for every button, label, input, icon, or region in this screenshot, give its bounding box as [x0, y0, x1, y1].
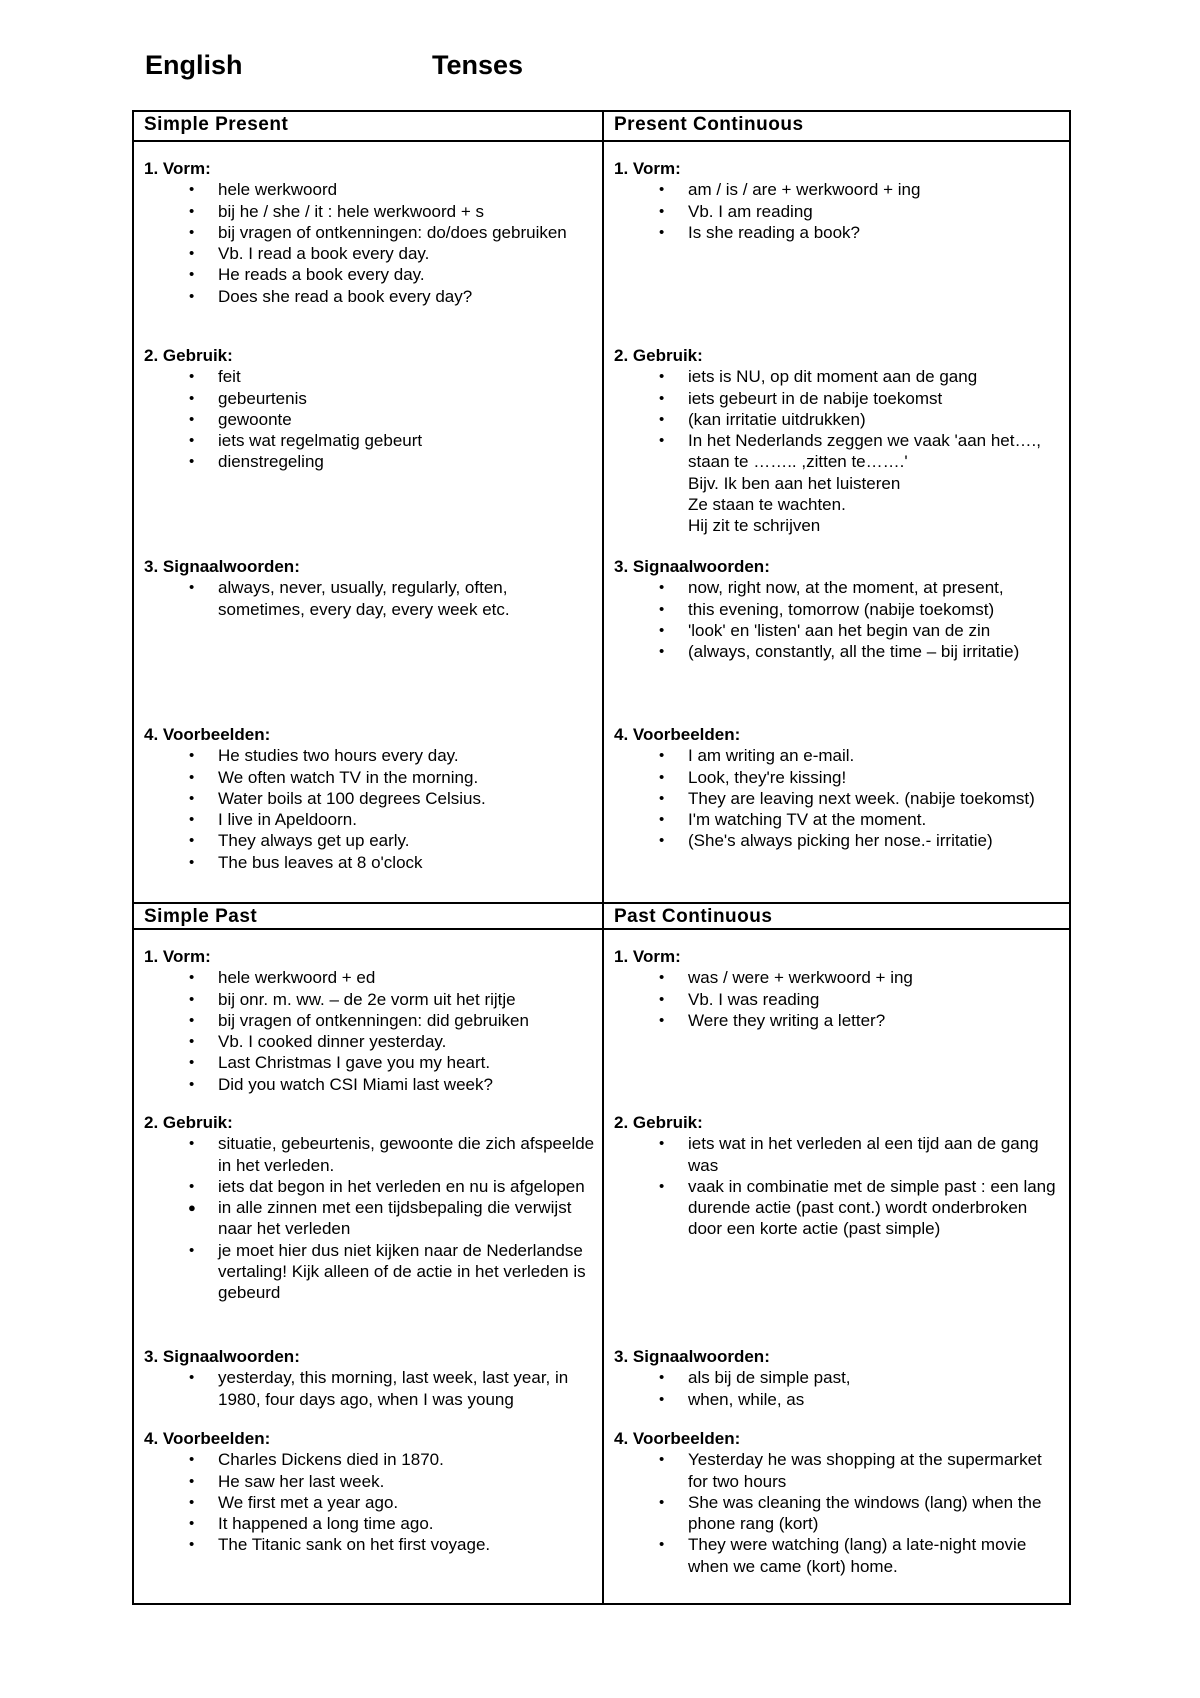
- bullet-list: [614, 366, 1063, 472]
- list-item: • The bus leaves at 8 o'clock: [144, 852, 596, 873]
- sub-line: Ze staan te wachten.: [688, 495, 846, 515]
- section-gebruik: [144, 345, 596, 473]
- list-item: • They always get up early.: [144, 830, 596, 851]
- bullet-list: [614, 577, 1063, 662]
- list-item: • I'm watching TV at the moment.: [614, 809, 1063, 830]
- list-item: • Look, they're kissing!: [614, 767, 1063, 788]
- bullet-list: [144, 1133, 596, 1303]
- list-item: • bij vragen of ontkenningen: did gebruiken: [144, 1010, 596, 1031]
- section-label: 1. Vorm:: [144, 159, 211, 178]
- list-item: • Last Christmas I gave you my heart.: [144, 1052, 596, 1073]
- list-item: • was / were + werkwoord + ing: [614, 967, 1063, 988]
- list-item: • Vb. I am reading: [614, 201, 1063, 222]
- list-item: • iets gebeurt in de nabije toekomst: [614, 388, 1063, 409]
- section-signaalwoorden: [614, 1346, 1063, 1410]
- list-item: • bij onr. m. ww. – de 2e vorm uit het rijtje: [144, 989, 596, 1010]
- list-item: • The Titanic sank on het first voyage.: [144, 1534, 596, 1555]
- bullet-list: [614, 1367, 1063, 1410]
- section-voorbeelden: [614, 1428, 1063, 1577]
- list-item: • Did you watch CSI Miami last week?: [144, 1074, 596, 1095]
- section-signaalwoorden: [144, 556, 596, 620]
- section-voorbeelden: [144, 1428, 596, 1556]
- list-item: • als bij de simple past,: [614, 1367, 1063, 1388]
- list-item: • 'look' en 'listen' aan het begin van de zin: [614, 620, 1063, 641]
- list-item: • hele werkwoord + ed: [144, 967, 596, 988]
- list-item: • He studies two hours every day.: [144, 745, 596, 766]
- bullet-list: [614, 179, 1063, 243]
- list-item: • She was cleaning the windows (lang) when the phone rang (kort): [614, 1492, 1063, 1535]
- list-item: • bij he / she / it : hele werkwoord + s: [144, 201, 596, 222]
- section-label: 2. Gebruik:: [144, 1113, 233, 1132]
- bullet-list: [144, 577, 596, 620]
- list-item: • iets is NU, op dit moment aan de gang: [614, 366, 1063, 387]
- sub-line: Hij zit te schrijven: [688, 516, 821, 536]
- list-item: • gewoonte: [144, 409, 596, 430]
- bullet-list: [144, 1449, 596, 1555]
- section-label: 2. Gebruik:: [614, 346, 703, 365]
- list-item: • am / is / are + werkwoord + ing: [614, 179, 1063, 200]
- section-label: 2. Gebruik:: [614, 1113, 703, 1132]
- section-voorbeelden: [614, 724, 1063, 852]
- list-item: • Were they writing a letter?: [614, 1010, 1063, 1031]
- section-label: 3. Signaalwoorden:: [614, 1347, 770, 1366]
- section-signaalwoorden: [614, 556, 1063, 662]
- bullet-list: [144, 1367, 596, 1410]
- list-item: • this evening, tomorrow (nabije toekomst): [614, 599, 1063, 620]
- cell-simple-present: [134, 142, 602, 902]
- list-item: • situatie, gebeurtenis, gewoonte die zich afspeelde in het verleden.: [144, 1133, 596, 1176]
- section-vorm: [144, 158, 596, 307]
- bullet-list: [144, 745, 596, 873]
- list-item: • It happened a long time ago.: [144, 1513, 596, 1534]
- list-item: • Vb. I was reading: [614, 989, 1063, 1010]
- list-item: • iets wat regelmatig gebeurt: [144, 430, 596, 451]
- section-label: 4. Voorbeelden:: [144, 1429, 271, 1448]
- list-item: • (always, constantly, all the time – bij irritatie): [614, 641, 1063, 662]
- list-item: • yesterday, this morning, last week, last year, in 1980, four days ago, when I was young: [144, 1367, 596, 1410]
- section-vorm: [614, 946, 1063, 1031]
- list-item: • bij vragen of ontkenningen: do/does gebruiken: [144, 222, 596, 243]
- section-label: 4. Voorbeelden:: [614, 725, 741, 744]
- section-gebruik: [614, 345, 1063, 537]
- list-item: • They are leaving next week. (nabije toekomst): [614, 788, 1063, 809]
- section-label: 2. Gebruik:: [144, 346, 233, 365]
- list-item: • (kan irritatie uitdrukken): [614, 409, 1063, 430]
- list-item: • Yesterday he was shopping at the supermarket for two hours: [614, 1449, 1063, 1492]
- title-english: English: [145, 50, 243, 80]
- heading-past-continuous: Past Continuous: [614, 906, 773, 927]
- bullet-list: [614, 967, 1063, 1031]
- sub-line: Bijv. Ik ben aan het luisteren: [688, 473, 901, 493]
- section-label: 3. Signaalwoorden:: [144, 557, 300, 576]
- list-item: • vaak in combinatie met de simple past : een lang durende actie (past cont.) wordt onderbroken door een korte actie (past simple): [614, 1176, 1063, 1240]
- list-item: • Vb. I cooked dinner yesterday.: [144, 1031, 596, 1052]
- list-item: • In het Nederlands zeggen we vaak 'aan het…., staan te …….. ,zitten te…….': [614, 430, 1063, 473]
- section-gebruik: [614, 1112, 1063, 1240]
- section-label: 3. Signaalwoorden:: [144, 1347, 300, 1366]
- bullet-list: [614, 745, 1063, 851]
- heading-simple-present: Simple Present: [144, 114, 289, 135]
- bullet-list: [614, 1449, 1063, 1577]
- title-tenses: Tenses: [432, 50, 524, 80]
- list-item: ● in alle zinnen met een tijdsbepaling die verwijst naar het verleden: [144, 1197, 596, 1240]
- heading-simple-past: Simple Past: [144, 906, 258, 927]
- list-item: • I live in Apeldoorn.: [144, 809, 596, 830]
- list-item: • je moet hier dus niet kijken naar de Nederlandse vertaling! Kijk alleen of de actie in het verleden is gebeurd: [144, 1240, 596, 1304]
- bullet-list: [144, 366, 596, 472]
- list-item: • iets dat begon in het verleden en nu is afgelopen: [144, 1176, 596, 1197]
- bullet-list: [144, 967, 596, 1095]
- section-label: 3. Signaalwoorden:: [614, 557, 770, 576]
- list-item: • Charles Dickens died in 1870.: [144, 1449, 596, 1470]
- heading-present-continuous: Present Continuous: [614, 114, 804, 135]
- list-item: • dienstregeling: [144, 451, 596, 472]
- list-item: • I am writing an e-mail.: [614, 745, 1063, 766]
- section-label: 4. Voorbeelden:: [144, 725, 271, 744]
- list-item: • Does she read a book every day?: [144, 286, 596, 307]
- bullet-list: [614, 1133, 1063, 1239]
- list-item: • now, right now, at the moment, at present,: [614, 577, 1063, 598]
- section-gebruik: [144, 1112, 596, 1304]
- cell-simple-past: [134, 930, 602, 1605]
- list-item: • Vb. I read a book every day.: [144, 243, 596, 264]
- bullet-list: [144, 179, 596, 307]
- list-item: • He saw her last week.: [144, 1471, 596, 1492]
- list-item: • (She's always picking her nose.- irritatie): [614, 830, 1063, 851]
- cell-present-continuous: [604, 142, 1069, 902]
- list-item: • hele werkwoord: [144, 179, 596, 200]
- list-item: • iets wat in het verleden al een tijd aan de gang was: [614, 1133, 1063, 1176]
- cell-past-continuous: [604, 930, 1069, 1605]
- section-label: 1. Vorm:: [614, 159, 681, 178]
- section-vorm: [144, 946, 596, 1095]
- list-item: • We first met a year ago.: [144, 1492, 596, 1513]
- list-item: • He reads a book every day.: [144, 264, 596, 285]
- tenses-table: [132, 110, 1071, 1605]
- section-label: 1. Vorm:: [144, 947, 211, 966]
- list-item: • We often watch TV in the morning.: [144, 767, 596, 788]
- section-voorbeelden: [144, 724, 596, 873]
- section-label: 1. Vorm:: [614, 947, 681, 966]
- section-label: 4. Voorbeelden:: [614, 1429, 741, 1448]
- list-item: • Is she reading a book?: [614, 222, 1063, 243]
- list-item: • when, while, as: [614, 1389, 1063, 1410]
- section-vorm: [614, 158, 1063, 243]
- section-signaalwoorden: [144, 1346, 596, 1410]
- list-item: • always, never, usually, regularly, often, sometimes, every day, every week etc.: [144, 577, 596, 620]
- list-item: • feit: [144, 366, 596, 387]
- list-item: • gebeurtenis: [144, 388, 596, 409]
- list-item: • Water boils at 100 degrees Celsius.: [144, 788, 596, 809]
- list-item: • They were watching (lang) a late-night movie when we came (kort) home.: [614, 1534, 1063, 1577]
